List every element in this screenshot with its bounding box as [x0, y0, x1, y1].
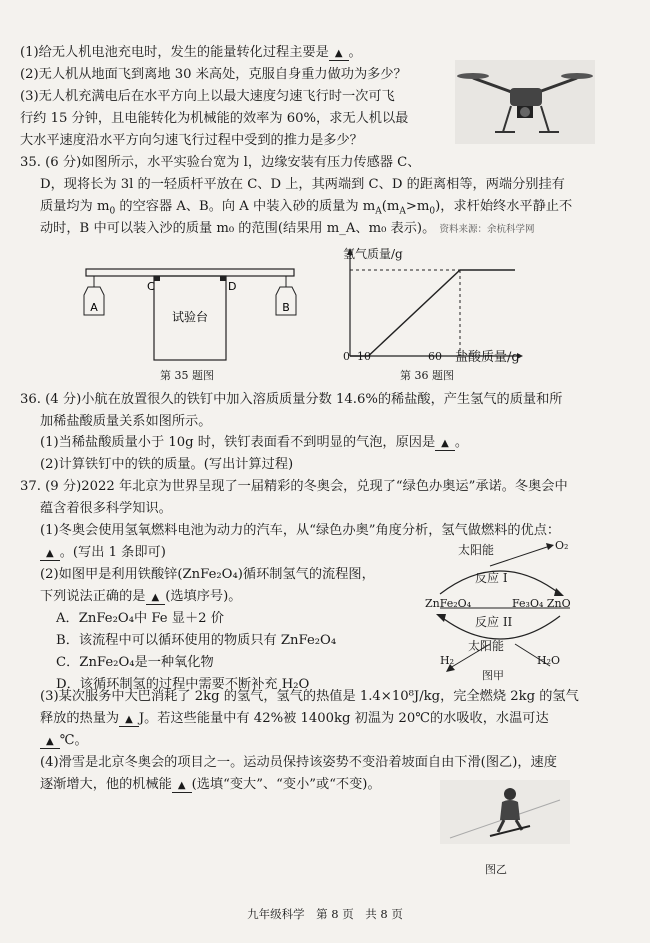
- q37-part3-line3: ▲ ℃。: [40, 731, 88, 751]
- q36-part1: (1)当稀盐酸质量小于 10g 时，铁钉表面看不到明显的气泡，原因是 ▲ 。: [40, 435, 469, 450]
- diagram-jia-caption: 图甲: [482, 669, 504, 682]
- q37-part4-line1: (4)滑雪是北京冬奥会的项目之一。运动员保持该姿势不变沿着坡面自由下滑(图乙)，速度: [40, 755, 557, 770]
- fig36-caption: 第 36 题图: [400, 369, 454, 382]
- q34-part1: (1)给无人机电池充电时，发生的能量转化过程主要是 ▲ 。: [20, 45, 362, 60]
- q34-part2: (2)无人机从地面飞到离地 30 米高处，克服自身重力做功为多少？: [20, 67, 407, 82]
- skier-image: [440, 780, 570, 844]
- o2-label: O₂: [555, 539, 569, 552]
- q34-part3-line1: (3)无人机充满电后在水平方向上以最大速度匀速飞行时一次可飞: [20, 89, 395, 104]
- h2o-label: H₂O: [537, 654, 561, 667]
- q37-part1-answer: ▲ 。(写出 1 条即可): [40, 543, 166, 563]
- sensor-c: [154, 276, 160, 281]
- page-footer: 九年级科学 第 8 页 共 8 页: [247, 907, 403, 921]
- q37-part1: (1)冬奥会使用氢氧燃料电池为动力的汽车，从“绿色办奥”角度分析，氢气做燃料的优点：: [40, 523, 561, 538]
- q35-line2: D，现将长为 3l 的一轻质杆平放在 C、D 上，其两端到 C、D 的距离相等，两端分别挂有: [40, 177, 565, 192]
- figure-35: [80, 255, 320, 365]
- znfe2o4-label: ZnFe₂O₄: [425, 597, 472, 610]
- option-c: C．ZnFe₂O₄是一种氧化物: [56, 655, 214, 670]
- option-d: D．该循环制氢的过程中需要不断补充 H₂O: [56, 677, 310, 692]
- skier-head: [504, 788, 516, 800]
- q35-line4: 动时，B 中可以装入沙的质量 m₀ 的范围(结果用 m_A、m₀ 表示)。 资料来源：余杭科学网: [40, 221, 535, 236]
- q34-part3-line2: 行约 15 分钟，且电能转化为机械能的效率为 60%，求无人机以最: [20, 111, 409, 126]
- label-c: C: [147, 280, 155, 293]
- q36-line2: 加稀盐酸质量关系如图所示。: [40, 414, 212, 429]
- q37-line1: 37. (9 分)2022 年北京为世界呈现了一届精彩的冬奥会，兑现了“绿色办奥运”承诺。冬奥会中: [20, 479, 568, 494]
- hydrogen-mass-line: [350, 270, 515, 356]
- q36-part2: (2)计算铁钉中的铁的质量。(写出计算过程): [40, 457, 294, 472]
- reaction-1-label: 反应 I: [475, 571, 508, 585]
- answer-blank[interactable]: ▲: [40, 548, 60, 561]
- label-d: D: [228, 280, 237, 293]
- q37-part3-line1: (3)某次服务中大巴消耗了 2kg 的氢气，氢气的热值是 1.4×10⁸J/kg，完全燃烧 2kg 的氢气: [40, 689, 579, 704]
- fig-yi-caption: 图乙: [485, 863, 507, 876]
- q37-part4-line2: 逐渐增大，他的机械能 ▲ (选填“变大”、“变小”或“不变)。: [40, 777, 381, 792]
- answer-blank[interactable]: ▲: [119, 714, 139, 727]
- drone-image: [455, 60, 595, 144]
- label-b: B: [282, 301, 290, 314]
- tick-0: 0: [343, 350, 350, 363]
- tick-10: 10: [357, 350, 371, 363]
- answer-blank[interactable]: ▲: [146, 592, 166, 605]
- q37-part2-line1: (2)如图甲是利用铁酸锌(ZnFe₂O₄)循环制氢气的流程图，: [40, 567, 375, 582]
- answer-blank[interactable]: ▲: [329, 48, 349, 61]
- source-note: 资料来源：余杭科学网: [439, 224, 535, 235]
- reaction-2-label: 反应 II: [475, 615, 513, 629]
- sun-energy-top: 太阳能: [458, 543, 495, 557]
- h2-label: H₂: [440, 654, 455, 667]
- fig36-ylabel: 氢气质量/g: [343, 247, 403, 261]
- q35-line3: 质量均为 $m_0$ 的空容器 A、B。向 A 中装入砂的质量为 $m_A(m_A>m_0)$，求杆始终水平静止不: [40, 199, 573, 217]
- q37-part2-line2: 下列说法正确的是 ▲ (选填序号)。: [40, 589, 242, 604]
- option-a: A．ZnFe₂O₄中 Fe 显＋2 价: [56, 611, 224, 626]
- sun-energy-bottom: 太阳能: [468, 639, 505, 653]
- q34-part3-line3: 大水平速度沿水平方向匀速飞行过程中受到的推力是多少？: [20, 133, 363, 148]
- tick-60: 60: [428, 350, 442, 363]
- q35-line1: 35. (6 分)如图所示，水平实验台宽为 l，边缘安装有压力传感器 C、: [20, 155, 421, 170]
- q37-line2: 蕴含着很多科学知识。: [40, 501, 172, 516]
- label-a: A: [90, 301, 98, 314]
- q36-line1: 36. (4 分)小航在放置很久的铁钉中加入溶质质量分数 14.6%的稀盐酸，产生氢气的质量和所: [20, 392, 563, 407]
- lever-rod: [86, 269, 294, 276]
- answer-blank[interactable]: ▲: [435, 438, 455, 451]
- option-b: B．该流程中可以循环使用的物质只有 ZnFe₂O₄: [56, 633, 337, 648]
- answer-blank[interactable]: ▲: [172, 780, 192, 793]
- fig36-xlabel: 盐酸质量/g: [455, 350, 520, 365]
- answer-blank[interactable]: ▲: [40, 736, 60, 749]
- fig35-caption: 第 35 题图: [160, 369, 214, 382]
- q37-part3-line2: 释放的热量为 ▲ J。若这些能量中有 42%被 1400kg 初温为 20℃的水吸收，水温可达: [40, 711, 549, 726]
- table-label: 试验台: [171, 310, 209, 324]
- sensor-d: [220, 276, 226, 281]
- fe3o4-zno-label: Fe₃O₄ ZnO: [512, 597, 571, 610]
